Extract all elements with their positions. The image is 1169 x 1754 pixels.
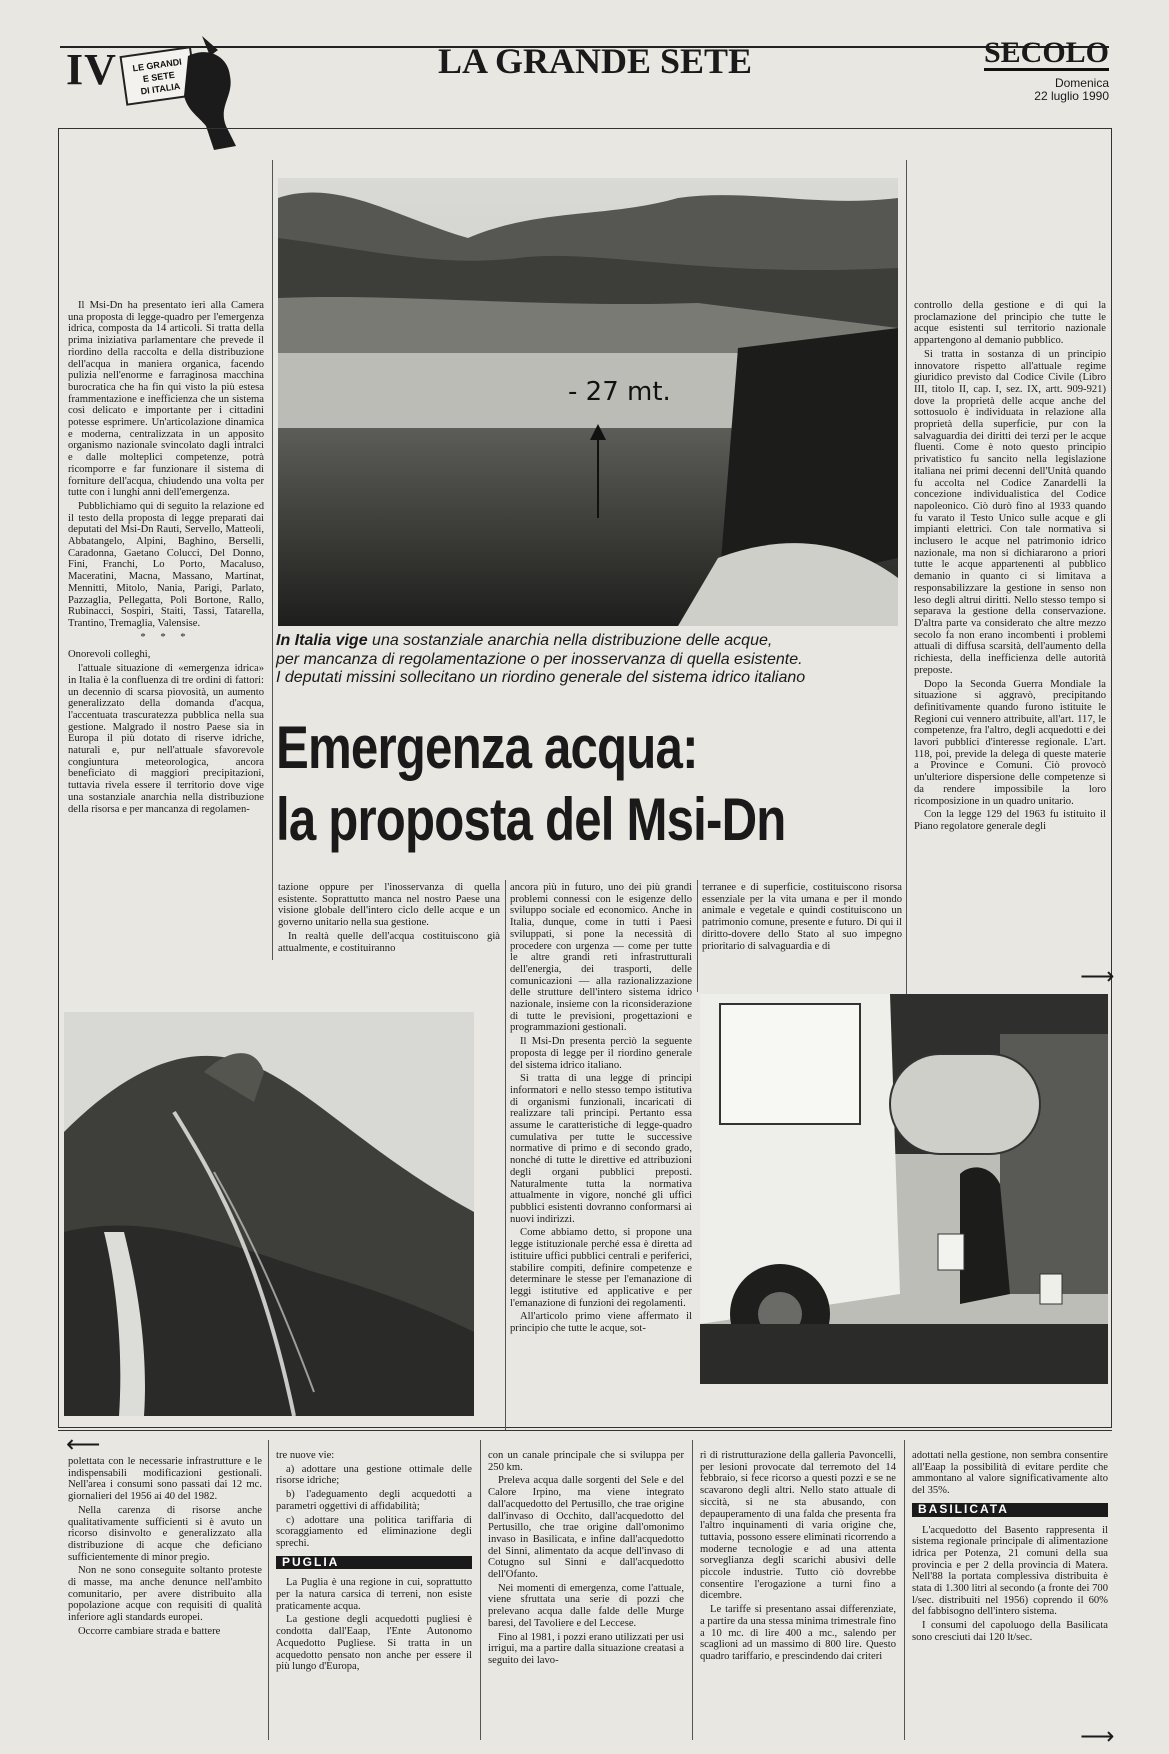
paragraph: All'articolo primo viene affermato il principio che tutte le acque, sot-: [510, 1311, 692, 1335]
bottom-column-4: [700, 1450, 896, 1746]
depth-label: - 27 mt.: [568, 377, 671, 407]
paragraph: L'acquedotto del Basento rappresenta il sistema regionale principale di alimentazione idrica per Potenza, 21 comuni della sua provincia e per 2 della provincia di Matera. Nell'88 la portata complessiva distribuita è stata di 1.300 litri al secondo (a fronte dei 700 l/sec. distribuiti nel 1956) coprendo il 60% del fabbisogno dell'intero sistema.: [912, 1524, 1108, 1618]
paragraph: Le tariffe si presentano assai differenziate, a partire da una stessa minima trimestrale fino a 10 mc. di lire 400 a mc., salendo per scaglioni ad un massimo di 800 lire. Questo quadro tariffario, e prescindendo dai criteri: [700, 1604, 896, 1662]
section-rule: [58, 1430, 1112, 1431]
separator-stars: * * *: [140, 631, 192, 643]
bottom-column-3: [488, 1450, 684, 1746]
bottom-column-1: [68, 1456, 262, 1746]
paragraph: polettata con le necessarie infrastrutture e le indispensabili modificazioni gestionali. Nell'area i consumi sono passati dai 12 mc. giornalieri del 1956 ai 40 del 1982.: [68, 1456, 262, 1503]
paragraph: Si tratta di una legge di principi informatori e nello stesso tempo istitutiva di organismi funzionali, incaricati di realizzare tali principi. Pertanto essa assume le caratteristiche di legge-quadro cumulativa per tutte le successive normative di primo e di secondo grado, nonché di tutte le direttive ed attribuzioni degli organi pubblici preposti. Naturalmente tutta la normativa attualmente in vigore, nonché gli uffici pubblici esistenti dovranno conformarsi ai nuovi indirizzi.: [510, 1073, 692, 1225]
paragraph: La Puglia è una regione in cui, soprattutto per la natura carsica di terreni, non esiste praticamente acqua.: [276, 1577, 472, 1612]
stamp-text-1: LE GRANDI: [131, 56, 183, 74]
subhead-basilicata: BASILICATA: [912, 1503, 1108, 1517]
paragraph: I consumi del capoluogo della Basilicata sono cresciuti dai 120 lt/sec.: [912, 1620, 1108, 1643]
column-rule: [906, 160, 907, 1000]
caption-line-3: I deputati missini sollecitano un riordino generale del sistema idrico italiano: [276, 669, 806, 686]
stamp-text-2: E SETE: [142, 69, 176, 85]
column-rule: [505, 880, 506, 1430]
bottom-column-5: [912, 1450, 1108, 1730]
paragraph: ancora più in futuro, uno dei più grandi problemi connessi con le esigenze dello sviluppo sociale ed economico. Anche in Italia, dunque, come in tutti i Paesi sviluppati, si pone la necessità di procedere con urgenza — come per tutte le altre grandi reti infrastrutturali dell'energia, dei trasporti, delle comunicazioni — alla razionalizzazione delle strutture dell'intero sistema idrico nazionale, insieme con la riconsiderazione di tutte le previsioni, progettazioni e programmazioni gestionali.: [510, 882, 692, 1034]
paragraph: tre nuove vie:: [276, 1450, 335, 1461]
newspaper-logo: SECOLO: [983, 36, 1109, 69]
paragraph: Come abbiamo detto, si propone una legge istituzionale perché essa è diretta ad istituire uffici pubblici centrali e periferici, stabilire compiti, definire competenze e determinare le stesse per l'emanazione di leggi istitutive ed applicative e per l'emanazione di funzioni dei regolamenti.: [510, 1227, 692, 1309]
page-number: IV: [66, 45, 117, 94]
issue-day: Domenica: [1054, 76, 1109, 90]
paragraph: Pubblichiamo qui di seguito la relazione ed il testo della proposta di legge preparati dai deputati del Msi-Dn Rauti, Servello, Matteoli, Abbatangelo, Alpini, Baghino, Berselli, Caradonna, Gaetano Colucci, Del Donno, Fini, Franchi, Lo Porto, Macaluso, Maceratini, Macna, Massano, Martinat, Mennitti, Mitolo, Nania, Parigi, Parlato, Pazzaglia, Pellegatta, Poli Bortone, Rallo, Rubinacci, Sospiri, Staiti, Tassi, Tatarella, Trantino, Tremaglia, Valensise.: [68, 500, 264, 629]
column-rule: [692, 1440, 693, 1740]
paragraph: tazione oppure per l'inosservanza di quella esistente. Soprattutto manca nel nostro Paese una visione globale dell'intero ciclo delle acque e un governo unitario nella sua gestione.: [278, 882, 500, 929]
issue-date: 22 luglio 1990: [1034, 89, 1109, 103]
continue-arrow-icon: ⟶: [1080, 1722, 1115, 1750]
subhead-puglia: PUGLIA: [276, 1556, 472, 1570]
paragraph: Fino al 1981, i pozzi erano utilizzati per usi irrigui, ma a partire dalla situazione creatasi a seguito dei lavo-: [488, 1631, 684, 1666]
caption-lead: In Italia vige: [276, 632, 368, 649]
paragraph: controllo della gestione e di qui la proclamazione del principio che tutte le acque esistenti sul territorio nazionale appartengono al demanio pubblico.: [914, 300, 1106, 347]
middle-column-1: [278, 882, 500, 982]
fountain-photo: [64, 1012, 474, 1416]
column-rule: [268, 1440, 269, 1740]
paragraph: In realtà quelle dell'acqua costituiscono già attualmente, e costituiranno: [278, 930, 500, 954]
paragraph: con un canale principale che si sviluppa per 250 km.: [488, 1450, 684, 1473]
list-item: c) adottare una politica tariffaria di scoraggiamento ed eliminazione degli sprechi.: [276, 1514, 472, 1549]
paragraph: Dopo la Seconda Guerra Mondiale la situazione si aggravò, precipitando definitivamente quando furono istituite le Regioni cui vennero attribuite, all'art. 117, le competenze, fra l'altro, degli acquedotti e dei lavori pubblici d'interesse regionale. L'art. 118, poi, previde la delega di queste materie a Province e Comuni. Ciò provocò un'ulteriore dispersione delle competenze sì da rendere impossibile la loro ricomposizione in un quadro unitario.: [914, 678, 1106, 807]
list-item: a) adottare una gestione ottimale delle risorse idriche;: [276, 1463, 472, 1487]
left-column: [68, 300, 264, 980]
photo-caption: [276, 632, 904, 688]
headline: [276, 712, 801, 856]
water-tanker-photo: [700, 994, 1108, 1384]
column-rule: [697, 880, 698, 992]
masthead: [984, 38, 1109, 103]
column-rule: [480, 1440, 481, 1740]
paragraph: Il Msi-Dn ha presentato ieri alla Camera una proposta di legge-quadro per l'emergenza idrica, composta da 14 articoli. Si tratta della prima iniziativa parlamentare che prevede il riordino della raccolta e della distribuzione dell'acqua in maniera organica, facendo pulizia nell'enorme e farraginosa macchina burocratica che ha fin qui visto la più estesa frammentazione e inefficienza che un sistema così delicato e importante per i cittadini potesse esprimere. Un'articolazione dinamica e moderna, centralizzata in un apposito organismo nazionale svincolato dagli intralci e dalle molteplici competenze, potrà ricomporre e far funzionare il sistema di forniture dell'acqua, chiudendo una volta per tutte con i lunghi anni dell'emergenza.: [68, 300, 264, 499]
middle-column-2: [510, 882, 692, 1422]
paragraph: Si tratta in sostanza di un principio innovatore rispetto all'attuale regime giuridico previsto dal Codice Civile (Libro III, titolo II, cap. I, sez. IX, artt. 909-921) dove la proprietà delle acque anche del sottosuolo è individuata in relazione alla proprietà della superficie, pur con la salvaguardia dei diritti dei terzi per le acque fluenti. Come è noto questo principio privatistico fu sancito nella legislazione italiana nei primi decenni dell'Unità quando fu accolta nel Codice Zanardelli la concezione individualistica del Codice napoleonico. Ciò durò fino al 1933 quando fu varato il Testo Unico sulle acque e gli impianti elettrici. Con tale normativa si inclusero le acque nel patrimonio idrico nazionale, ma non si dichiararono a priori tutte le acque appartenenti al pubblico demanio in quanto ci si limitava a responsabilizzare la gestione in senso non leso degli altrui diritti. Nello stesso tempo si separava la gestione della conservazione. D'altra parte va considerato che altre mezzo secolo fa non erano incombenti i problemi attuali di diffusa scarsità, dell'aumento della richiesta, della inefficienza delle autorità preposte.: [914, 348, 1106, 676]
stamp-text-3: DI ITALIA: [140, 81, 181, 97]
column-rule: [904, 1440, 905, 1740]
middle-column-3: [702, 882, 902, 982]
paragraph: Con la legge 129 del 1963 fu istituito il Piano regolatore generale degli: [914, 809, 1106, 832]
paragraph: Non ne sono conseguite soltanto proteste di masse, ma anche denunce nell'ambito comunitario, per avere distribuito alla popolazione acque con requisiti di qualità inferiore agli standards europei.: [68, 1565, 262, 1624]
continue-arrow-icon: ⟶: [1080, 962, 1115, 990]
paragraph: Occorre cambiare strada e battere: [78, 1625, 221, 1637]
column-rule: [272, 160, 273, 960]
right-column: [914, 300, 1106, 968]
paragraph: terranee e di superficie, costituiscono risorsa essenziale per la vita umana e per il mondo animale e vegetale e quindi costituiscono un patrimonio comune, presente e futuro. Di qui il diritto-dovere dello Stato al suo impegno prioritario di salvaguardia e di: [702, 882, 902, 952]
bottom-column-2: [276, 1450, 472, 1746]
paragraph: Nei momenti di emergenza, come l'attuale, viene sfruttata una serie di pozzi che prelevano acqua dalle falde delle Murge baresi, del Tavoliere e del Leccese.: [488, 1582, 684, 1629]
paragraph: adottati nella gestione, non sembra consentire all'Eaap la possibilità di evitare perdite che ammontano al valore significativamente alto del 35%.: [912, 1450, 1108, 1497]
section-title: LA GRANDE SETE: [437, 41, 753, 81]
list-item: b) l'adeguamento degli acquedotti a parametri oggettivi di affidabilità;: [276, 1489, 472, 1512]
caption-line-2: per mancanza di regolamentazione o per inosservanza di quella esistente.: [276, 650, 803, 668]
paragraph: Il Msi-Dn presenta perciò la seguente proposta di legge per il riordino generale del sistema idrico italiano.: [510, 1036, 692, 1071]
paragraph: ri di ristrutturazione della galleria Pavoncelli, per lesioni provocate dal terremoto del 14 febbraio, si fece ricorso a questi pozzi e se ne scavarono degli altri. Nello stato attuale di siccità, si ne sta abusando, con depauperamento di una falda che presenta fra l'altro inquinamenti di varia origine che, tuttavia, possono essere eliminati ricorrendo a moderne tecnologie e ad una attenta sorveglianza degli scarichi abusivi delle piccole industrie. Tutto ciò dovrebbe consentire l'erogazione a turni fino a dicembre.: [700, 1450, 896, 1602]
paragraph: Preleva acqua dalle sorgenti del Sele e del Calore Irpino, ma viene integrato dall'acquedotto del Pertusillo, che trae origine dall'invaso di Occhito, dall'acquedotto del Pertusillo, che trae origine dall'omonimo invaso in Basilicata, e infine dall'acquedotto del Sinni, alimentato da acque dell'invaso di Cotugno sul Sinni e dall'acquedotto dell'Ofanto.: [488, 1475, 684, 1581]
paragraph: l'attuale situazione di «emergenza idrica» in Italia è la confluenza di tre ordini di fattori: un decennio di scarsa piovosità, un aumento generalizzato della domanda d'acqua, l'accentuata trascuratezza pubblica nella sua gestione. Malgrado il nostro Paese sia in Europa il più dotato di riserve idriche, naturali e, pur nell'attuale sfavorevole congiuntura meteorologica, ancora beneficiato di maggiori precipitazioni, tuttavia rivela essere il territorio dove vige una sostanziale anarchia nella distribuzione della risorsa e per mancanza di regolamen-: [68, 663, 264, 815]
headline-line-2: la proposta del Msi-Dn: [276, 786, 786, 853]
reservoir-photo: [278, 178, 898, 626]
paragraph: Onorevoli colleghi,: [68, 649, 151, 661]
headline-line-1: Emergenza acqua:: [276, 714, 698, 781]
paragraph: La gestione degli acquedotti pugliesi è condotta dall'Eaap, l'Ente Autonomo Acquedotto Pugliese. Si tratta in un acquedotto pensato non anche per essere il più lungo d'Europa,: [276, 1614, 472, 1673]
back-arrow-icon: ⟵: [66, 1430, 101, 1458]
caption-line-1: una sostanziale anarchia nella distribuzione delle acque,: [367, 632, 773, 649]
paragraph: Nella carenza di risorse anche qualitativamente sufficienti si è avuto un ricorso disinvolto e generalizzato alla distribuzione di acque che deficiano sufficientemente di minor pregio.: [68, 1504, 262, 1563]
